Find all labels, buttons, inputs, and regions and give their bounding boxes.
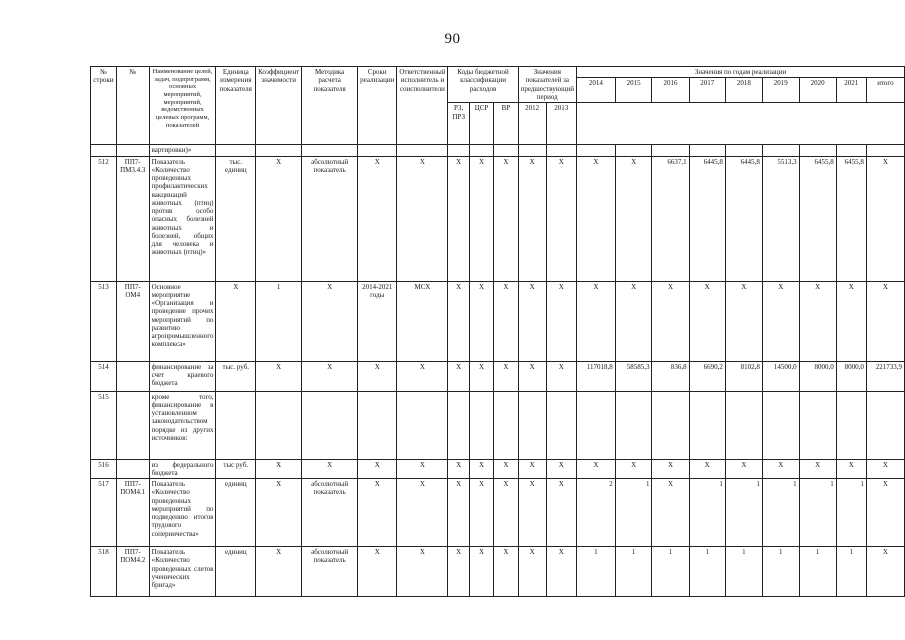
row-total: X bbox=[866, 156, 904, 281]
row-2019: 5513,3 bbox=[762, 156, 799, 281]
row-total: X bbox=[866, 459, 904, 479]
row-number: 513 bbox=[91, 281, 117, 361]
row-vr: X bbox=[494, 281, 518, 361]
row-2014: X bbox=[576, 281, 615, 361]
row-2018: X bbox=[725, 281, 762, 361]
table-row bbox=[91, 479, 905, 547]
row-name: Показатель «Количество проведенных слетов ученических бригад» bbox=[149, 547, 216, 597]
header-2014: 2014 bbox=[576, 78, 615, 103]
header-2013: 2013 bbox=[546, 103, 576, 145]
row-terms: X bbox=[358, 156, 397, 281]
row-name: из федерального бюджета bbox=[149, 459, 216, 479]
row-2021: 1 bbox=[836, 547, 866, 597]
row-total: 221733,9 bbox=[866, 361, 904, 391]
header-coefficient: Коэффициент значимости bbox=[256, 67, 302, 145]
row-2013: X bbox=[546, 361, 576, 391]
row-csr: X bbox=[469, 361, 493, 391]
row-2017: X bbox=[689, 281, 725, 361]
row-2012: X bbox=[518, 361, 546, 391]
row-2017: X bbox=[689, 459, 725, 479]
header-total: итого bbox=[866, 78, 904, 103]
row-number: 516 bbox=[91, 459, 117, 479]
header-2018: 2018 bbox=[725, 78, 762, 103]
row-responsible: X bbox=[397, 156, 448, 281]
row-2018: X bbox=[725, 459, 762, 479]
row-rz: X bbox=[448, 156, 469, 281]
row-2013: X bbox=[546, 156, 576, 281]
row-2014: X bbox=[576, 459, 615, 479]
row-rz: X bbox=[448, 479, 469, 547]
header-prev-values: Значения показателей за предшествующий период bbox=[518, 67, 576, 103]
row-code: ПП7-ОМ4 bbox=[116, 281, 149, 361]
row-unit: тыс. единиц bbox=[216, 156, 256, 281]
row-method: X bbox=[302, 361, 358, 391]
row-2013: X bbox=[546, 547, 576, 597]
header-2017: 2017 bbox=[689, 78, 725, 103]
row-csr: X bbox=[469, 547, 493, 597]
row-2016: 836,8 bbox=[652, 361, 689, 391]
row-2012: X bbox=[518, 156, 546, 281]
row-2019: 1 bbox=[762, 479, 799, 547]
row-2013: X bbox=[546, 459, 576, 479]
row-2012: X bbox=[518, 479, 546, 547]
row-rz: X bbox=[448, 547, 469, 597]
header-terms: Сроки реализации bbox=[358, 67, 397, 145]
row-coefficient: X bbox=[256, 459, 302, 479]
row-2020: 1 bbox=[799, 479, 836, 547]
row-name: финансирование за счет краевого бюджета bbox=[149, 361, 216, 391]
row-total: X bbox=[866, 281, 904, 361]
row-2016: X bbox=[652, 281, 689, 361]
header-rz: РЗ, ПРЗ bbox=[448, 103, 469, 145]
row-method: абсолютный показатель bbox=[302, 479, 358, 547]
table-row bbox=[91, 361, 905, 391]
row-2016: X bbox=[652, 479, 689, 547]
row-csr: X bbox=[469, 459, 493, 479]
table-row bbox=[91, 391, 905, 459]
row-method: абсолютный показатель bbox=[302, 156, 358, 281]
row-number: 518 bbox=[91, 547, 117, 597]
row-terms: X bbox=[358, 479, 397, 547]
header-responsible: Ответственный исполнитель и соисполнители bbox=[397, 67, 448, 145]
row-responsible: X bbox=[397, 459, 448, 479]
row-2015: 1 bbox=[615, 479, 652, 547]
header-number: № bbox=[116, 67, 149, 145]
row-rz: X bbox=[448, 459, 469, 479]
table-row bbox=[91, 281, 905, 361]
header-2019: 2019 bbox=[762, 78, 799, 103]
row-2021: 1 bbox=[836, 479, 866, 547]
header-2016: 2016 bbox=[652, 78, 689, 103]
row-method: X bbox=[302, 281, 358, 361]
row-2014: X bbox=[576, 156, 615, 281]
row-2018: 1 bbox=[725, 547, 762, 597]
row-2018: 1 bbox=[725, 479, 762, 547]
header-method: Методика расчета показателя bbox=[302, 67, 358, 145]
row-responsible: X bbox=[397, 547, 448, 597]
row-unit: единиц bbox=[216, 547, 256, 597]
header-2020: 2020 bbox=[799, 78, 836, 103]
row-coefficient: X bbox=[256, 156, 302, 281]
row-2021: 8000,0 bbox=[836, 361, 866, 391]
row-2017: 1 bbox=[689, 547, 725, 597]
row-vr: X bbox=[494, 459, 518, 479]
row-rz: X bbox=[448, 281, 469, 361]
row-code: ПП7-ПОМ4.2 bbox=[116, 547, 149, 597]
row-total: X bbox=[866, 479, 904, 547]
row-2016: 1 bbox=[652, 547, 689, 597]
row-unit: тыс руб. bbox=[216, 459, 256, 479]
row-name: Основное мероприятие «Организация и проведение прочих мероприятий по развитию агропромышленного комплекса» bbox=[149, 281, 216, 361]
program-indicators-table bbox=[90, 66, 905, 597]
row-unit: тыс. руб. bbox=[216, 361, 256, 391]
carryover-text: вартировки)» bbox=[149, 145, 216, 156]
row-unit: X bbox=[216, 281, 256, 361]
row-coefficient: X bbox=[256, 479, 302, 547]
row-number: 517 bbox=[91, 479, 117, 547]
row-2017: 1 bbox=[689, 479, 725, 547]
header-2012: 2012 bbox=[518, 103, 546, 145]
row-vr: X bbox=[494, 547, 518, 597]
row-csr: X bbox=[469, 479, 493, 547]
row-2014: 2 bbox=[576, 479, 615, 547]
row-2012: X bbox=[518, 547, 546, 597]
row-method: X bbox=[302, 459, 358, 479]
row-coefficient: X bbox=[256, 361, 302, 391]
row-2021: X bbox=[836, 459, 866, 479]
row-code bbox=[116, 391, 149, 459]
carryover-row bbox=[91, 145, 905, 156]
row-rz: X bbox=[448, 361, 469, 391]
row-number: 515 bbox=[91, 391, 117, 459]
row-code: ПП7-ПМ3.4.3 bbox=[116, 156, 149, 281]
row-2014: 117018,8 bbox=[576, 361, 615, 391]
row-code: ПП7-ПОМ4.1 bbox=[116, 479, 149, 547]
header-years-values: Значения по годам реализации bbox=[576, 67, 904, 78]
row-coefficient: 1 bbox=[256, 281, 302, 361]
row-2020: 6455,8 bbox=[799, 156, 836, 281]
row-terms: 2014-2021 годы bbox=[358, 281, 397, 361]
row-terms: X bbox=[358, 459, 397, 479]
row-2013: X bbox=[546, 281, 576, 361]
row-2013: X bbox=[546, 479, 576, 547]
row-vr: X bbox=[494, 156, 518, 281]
row-csr: X bbox=[469, 281, 493, 361]
row-2020: X bbox=[799, 459, 836, 479]
row-2012: X bbox=[518, 281, 546, 361]
header-row-number: № строки bbox=[91, 67, 117, 145]
row-2020: 8000,0 bbox=[799, 361, 836, 391]
row-coefficient: X bbox=[256, 547, 302, 597]
row-name: Показатель «Количество проведенных мероприятий по подведению итогов трудового соперничества» bbox=[149, 479, 216, 547]
row-terms: X bbox=[358, 361, 397, 391]
row-number: 514 bbox=[91, 361, 117, 391]
row-responsible: X bbox=[397, 361, 448, 391]
row-csr: X bbox=[469, 156, 493, 281]
row-terms: X bbox=[358, 547, 397, 597]
row-2016: X bbox=[652, 459, 689, 479]
row-code bbox=[116, 459, 149, 479]
row-name: Показатель «Количество проведенных профилактических вакцинаций животных (птиц) против особо опасных болезней животных и болезней, общих для человека и животных (птиц)» bbox=[149, 156, 216, 281]
row-responsible: МСХ bbox=[397, 281, 448, 361]
table-row bbox=[91, 459, 905, 479]
header-2021: 2021 bbox=[836, 78, 866, 103]
row-2021: X bbox=[836, 281, 866, 361]
row-2017: 6445,8 bbox=[689, 156, 725, 281]
row-2020: X bbox=[799, 281, 836, 361]
row-2015: X bbox=[615, 281, 652, 361]
table-row bbox=[91, 547, 905, 597]
page-number: 90 bbox=[444, 31, 461, 47]
row-2019: 14500,0 bbox=[762, 361, 799, 391]
row-2018: 6445,8 bbox=[725, 156, 762, 281]
row-2021: 6455,8 bbox=[836, 156, 866, 281]
header-unit: Единица измерения показателя bbox=[216, 67, 256, 145]
header-budget-codes: Коды бюджетной классификации расходов bbox=[448, 67, 518, 103]
row-method: абсолютный показатель bbox=[302, 547, 358, 597]
row-2019: X bbox=[762, 459, 799, 479]
row-2015: 58585,3 bbox=[615, 361, 652, 391]
row-2012: X bbox=[518, 459, 546, 479]
header-name: Наименование целей, задач, подпрограмм, основных мероприятий, мероприятий, ведомственных целевых программ, показателей bbox=[149, 67, 216, 145]
header-2015: 2015 bbox=[615, 78, 652, 103]
row-2015: X bbox=[615, 156, 652, 281]
row-2019: X bbox=[762, 281, 799, 361]
row-2019: 1 bbox=[762, 547, 799, 597]
row-number: 512 bbox=[91, 156, 117, 281]
row-2014: 1 bbox=[576, 547, 615, 597]
header-csr: ЦСР bbox=[469, 103, 493, 145]
row-name: кроме того, финансирование в установленном законодательством порядке из других источников: bbox=[149, 391, 216, 459]
row-unit: единиц bbox=[216, 479, 256, 547]
row-vr: X bbox=[494, 479, 518, 547]
row-2015: X bbox=[615, 459, 652, 479]
row-code bbox=[116, 361, 149, 391]
row-2017: 6690,2 bbox=[689, 361, 725, 391]
row-2018: 8102,8 bbox=[725, 361, 762, 391]
row-total: X bbox=[866, 547, 904, 597]
row-responsible: X bbox=[397, 479, 448, 547]
header-vr: ВР bbox=[494, 103, 518, 145]
row-2020: 1 bbox=[799, 547, 836, 597]
row-2015: 1 bbox=[615, 547, 652, 597]
table-row bbox=[91, 156, 905, 281]
row-vr: X bbox=[494, 361, 518, 391]
row-2016: 6637,1 bbox=[652, 156, 689, 281]
